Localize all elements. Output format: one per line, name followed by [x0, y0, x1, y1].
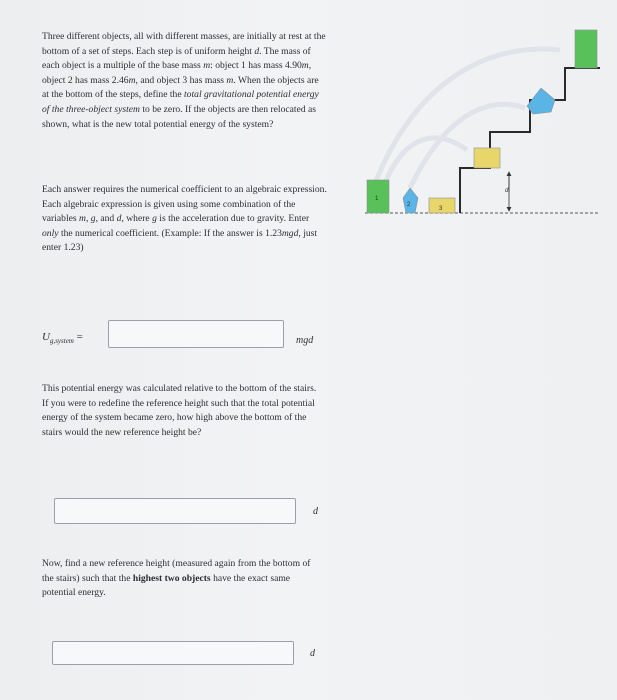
object3-top	[474, 148, 500, 168]
unit-d-1: d	[313, 506, 318, 517]
object2-top	[527, 88, 555, 114]
label-1: 1	[375, 196, 379, 202]
object1-top	[575, 30, 597, 68]
stairs-diagram	[355, 20, 610, 235]
equal-energy-question: Now, find a new reference height (measured again from the bottom of the stairs) such that the highest two objects have the exact same potential energy.	[42, 558, 311, 599]
total-potential-energy-input[interactable]	[108, 320, 284, 348]
reference-height-question: This potential energy was calculated relative to the bottom of the stairs. If you were to redefine the reference height such that the total potential energy of the system became zero, how high above the bottom of the stairs would the new reference height be?	[42, 383, 317, 438]
answer-instructions: Each answer requires the numerical coefficient to an algebraic expression. Each algebraic expression is given using some combination of the variables m, g, and d, where g is the acceleration due to gravity. Enter only the numerical coefficient. (Example: If the answer is 1.23mgd, just enter 1.23)	[42, 184, 327, 254]
unit-mgd: mgd	[296, 335, 314, 346]
staircase	[460, 68, 600, 213]
problem-statement: Three different objects, all with different masses, are initially at rest at the bottom of a set of steps. Each step is of uniform height d. The mass of each object is a multiple of the base mass m: object 1 has mass 4.90m, object 2 has mass 2.46m, and object 3 has mass m. When the objects are at the bottom of the steps, define the total gravitational potential energy of the three-object system to be zero. If the objects are then relocated as shown, what is the new total potential energy of the system?	[42, 31, 326, 130]
reference-height-input[interactable]	[54, 498, 296, 524]
object2-bottom	[403, 188, 418, 213]
label-2: 2	[407, 202, 411, 208]
equal-energy-height-input[interactable]	[52, 641, 294, 665]
label-3: 3	[439, 206, 443, 212]
unit-d-2: d	[310, 648, 315, 659]
arrow-object2	[410, 104, 525, 188]
potential-energy-label: $U_{g,system}$ =	[42, 331, 83, 346]
d-label: d	[505, 188, 509, 194]
